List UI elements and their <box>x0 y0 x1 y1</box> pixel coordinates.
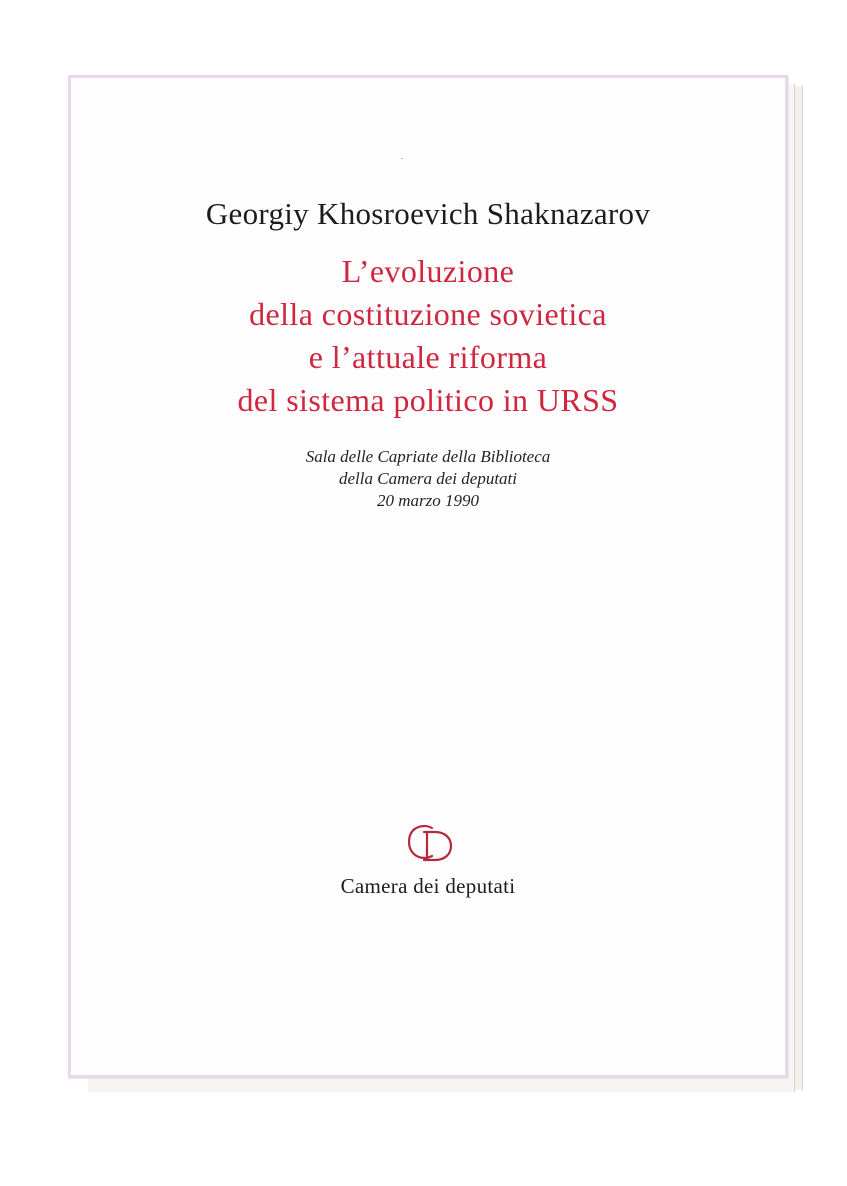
cd-monogram-logo <box>405 820 461 864</box>
publisher-name: Camera dei deputati <box>340 874 516 898</box>
title-line: e l’attuale riforma <box>308 339 548 375</box>
book-title <box>71 250 785 422</box>
event-venue: Sala delle Capriate della Biblioteca <box>305 447 551 466</box>
book-cover <box>68 75 788 1078</box>
paper-speck <box>401 158 403 159</box>
event-date: 20 marzo 1990 <box>376 491 479 510</box>
author-name: Georgiy Khosroevich Shaknazarov <box>205 196 651 231</box>
event-venue-2: della Camera dei deputati <box>338 469 517 488</box>
title-line: della costituzione sovietica <box>249 296 607 332</box>
event-details <box>71 446 785 512</box>
title-line: L’evoluzione <box>341 253 515 289</box>
logo-letter-c <box>409 826 432 858</box>
title-line: del sistema politico in URSS <box>237 382 619 418</box>
logo-letter-d <box>424 832 451 860</box>
